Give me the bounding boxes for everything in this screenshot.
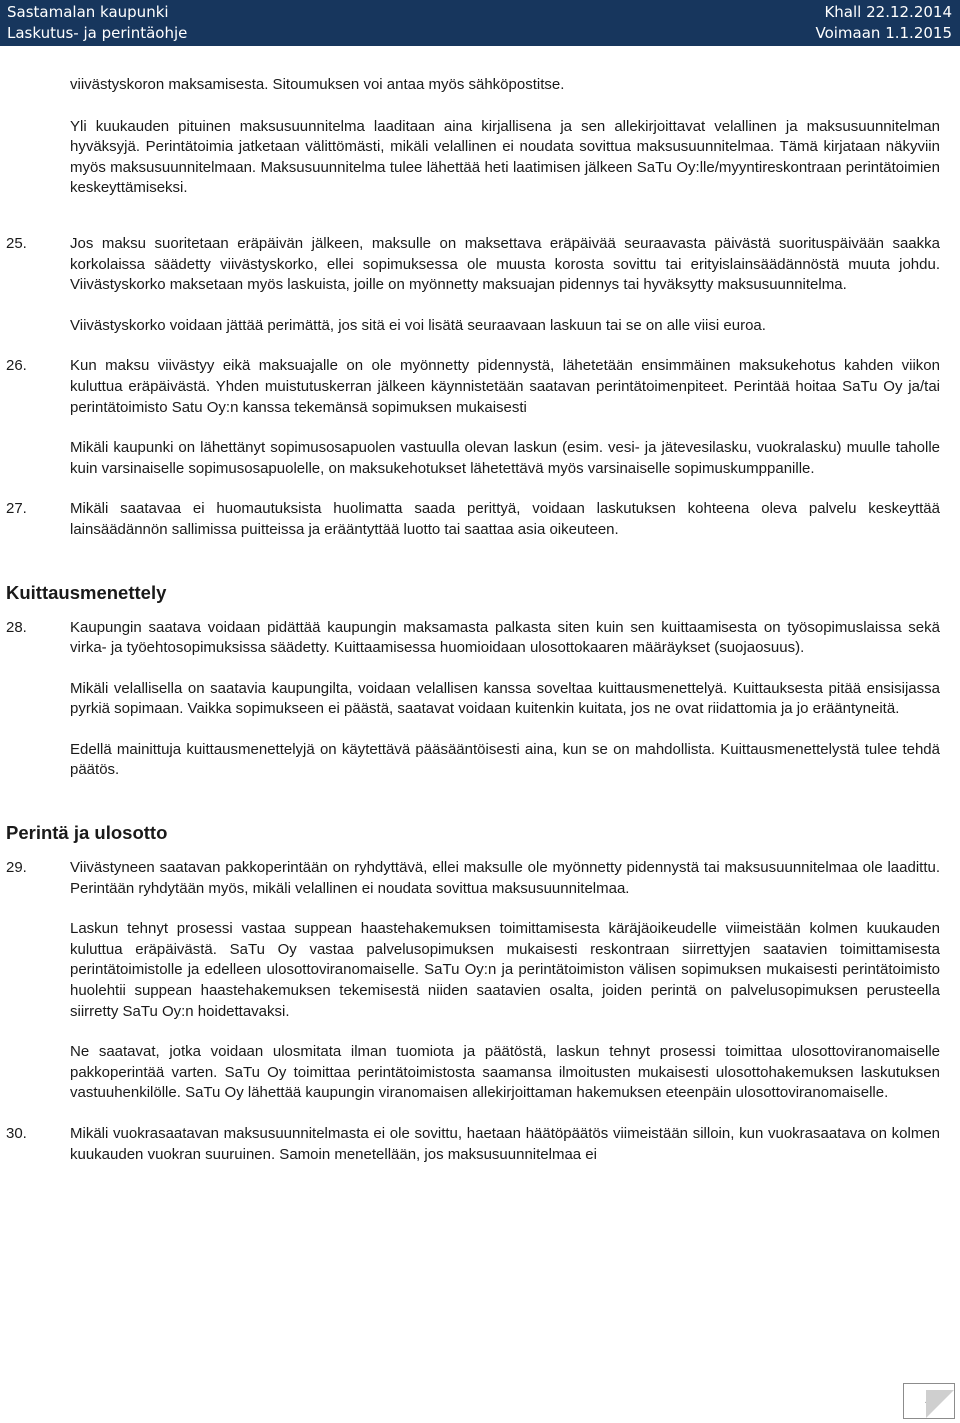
effective-date: Voimaan 1.1.2015 <box>815 24 952 42</box>
item-paragraph: Edellä mainittuja kuittausmenettelyjä on käytettävä pääsääntöisesti aina, kun se on mahdollista. Kuittausmenettelystä tulee tehdä päätös. <box>70 740 940 779</box>
numbered-item <box>6 858 940 1104</box>
header-row-bottom <box>7 24 952 42</box>
item-number: 27. <box>6 500 27 518</box>
item-paragraph: Kun maksu viivästyy eikä maksuajalle on ole myönnetty pidennystä, lähetetään ensimmäinen maksukehotus kahden viikon kuluttua eräpäivästä. Yhden muistutuskerran jälkeen käynnistetään saatavan perintätoimenpiteet. Perintää hoitaa SaTu Oy ja/tai perintätoimisto Satu Oy:n kanssa tekemänsä sopimuksen mukaisesti <box>70 357 940 416</box>
header-row-top <box>7 3 952 21</box>
item-number: 30. <box>6 1125 27 1142</box>
intro-paragraph: viivästyskoron maksamisesta. Sitoumuksen voi antaa myös sähköpostitse. <box>70 76 565 93</box>
item-number: 25. <box>6 234 27 252</box>
numbered-item <box>6 499 940 540</box>
item-paragraph: Jos maksu suoritetaan eräpäivän jälkeen, maksulle on maksettava eräpäivää seuraavasta päivästä suorituspäivään saakka korkolaissa säädetty viivästyskorko, ellei sopimuksessa ole muusta korosta sovittu tai erityislainsäädännöstä muuta johdu. Viivästyskorko maksetaan myös laskuista, joille on myönnetty maksuajan pidennys tai hyväksytty maksusuunnitelma. <box>70 234 940 294</box>
numbered-item <box>6 1124 940 1165</box>
section-heading: Kuittausmenettely <box>6 581 167 603</box>
page-curl-decoration <box>926 1390 954 1418</box>
intro-paragraph: Yli kuukauden pituinen maksusuunnitelma laaditaan aina kirjallisena ja sen allekirjoittavat velallinen ja maksusuunnitelman hyväksyjä. Perintätoimia jatketaan välittömästi, mikäli velallinen ei noudata sovittua maksusuunnitelmaa. Tämä kirjataan näkyviin myös maksusuunnitelmaan. Maksusuunnitelma tulee lähettää heti laatimisen jälkeen SaTu Oy:lle/myyntireskontraan perintätoimien keskeyttämiseksi. <box>70 117 940 197</box>
approval-date: Khall 22.12.2014 <box>824 3 952 21</box>
organization-name: Sastamalan kaupunki <box>7 3 169 21</box>
item-number: 26. <box>6 357 27 375</box>
item-paragraph: Viivästyskorko voidaan jättää perimättä, jos sitä ei voi lisätä seuraavaan laskuun tai se on alle viisi euroa. <box>70 316 766 334</box>
page-number: 4 <box>925 1393 933 1408</box>
item-paragraph: Mikäli saatavaa ei huomautuksista huolimatta saada perittyä, voidaan laskutuksen kohteena oleva palvelu keskeyttää lainsäädännön sallimissa puitteissa ja erääntyttää luotto tai saattaa asia oikeuteen. <box>70 500 940 538</box>
document-body <box>6 75 940 1165</box>
item-paragraph: Laskun tehnyt prosessi vastaa suppean haastehakemuksen toimittamisesta käräjäoikeudelle viimeistään kolmen kuukauden kuluttua eräpäivästä. SaTu Oy vastaa palvelusopimuksen mukaisesti reskontraan siirrettyjen saatavien toimittamisesta perintätoimistolle ja edelleen ulosottoviranomaiselle. SaTu Oy:n ja perintätoimiston välisen sopimuksen mukaisesti perintätoimisto huolehtii suppean haastehakemuksen tekemisestä niiden saatavien osalta, joiden perintä on palvelusopimuksen perusteella siirretty SaTu Oy:n hoidettavaksi. <box>70 920 940 1020</box>
item-number: 29. <box>6 859 27 877</box>
numbered-item <box>6 356 940 479</box>
section-heading: Perintä ja ulosotto <box>6 822 168 844</box>
numbered-item <box>6 618 940 782</box>
item-paragraph: Mikäli kaupunki on lähettänyt sopimusosapuolen vastuulla olevan laskun (esim. vesi- ja jätevesilasku, vuokralasku) muulle taholle kuin varsinaiselle sopimusosapuolelle, on maksukehotukset lähetettävä myös varsinaiselle sopimuskumppanille. <box>70 439 940 477</box>
item-paragraph: Mikäli velallisella on saatavia kaupungilta, voidaan velallisen kanssa soveltaa kuittausmenettelyä. Kuittauksesta pitää ensisijassa pyrkiä sopimaan. Vaikka sopimukseen ei päästä, saatavat voidaan kuitenkin kuitata, jos ne ovat riidattomia ja jo erääntyneitä. <box>70 679 940 718</box>
item-paragraph: Ne saatavat, jotka voidaan ulosmitata ilman tuomiota ja päätöstä, laskun tehnyt prosessi toimittaa ulosottoviranomaiselle pakkoperintää varten. SaTu Oy toimittaa perintätoimistosta saamansa ilmoitusten mukaisesti ulosottohakemuksen laskutuksen vastuuhenkilölle. SaTu Oy lähettää kaupungin viranomaisen allekirjoittaman hakemuksen eteenpäin ulosottoviranomaiselle. <box>70 1043 940 1102</box>
item-paragraph: Mikäli vuokrasaatavan maksusuunnitelmasta ei ole sovittu, haetaan häätöpäätös viimeistään silloin, kun vuokrasaatava on kolmen kuukauden vuokran suuruinen. Samoin menetellään, jos maksusuunnitelmaa ei <box>70 1125 940 1163</box>
document-header <box>0 0 960 46</box>
page-number-box <box>903 1383 955 1419</box>
numbered-item <box>6 234 940 336</box>
item-paragraph: Kaupungin saatava voidaan pidättää kaupungin maksamasta palkasta siten kuin sen kuittaamisesta on työsopimuslaissa sekä virka- ja työehtosopimuksissa säädetty. Kuittaamisessa huomioidaan ulosottokaaren määräykset (suojaosuus). <box>70 618 940 657</box>
document-title: Laskutus- ja perintäohje <box>7 24 188 42</box>
item-number: 28. <box>6 618 27 636</box>
item-paragraph: Viivästyneen saatavan pakkoperintään on ryhdyttävä, ellei maksulle ole myönnetty pidennystä tai maksusuunnitelmaa ole laadittu. Perintään ryhdytään myös, mikäli velallinen ei noudata sovittua maksusuunnitelmaa. <box>70 859 940 897</box>
